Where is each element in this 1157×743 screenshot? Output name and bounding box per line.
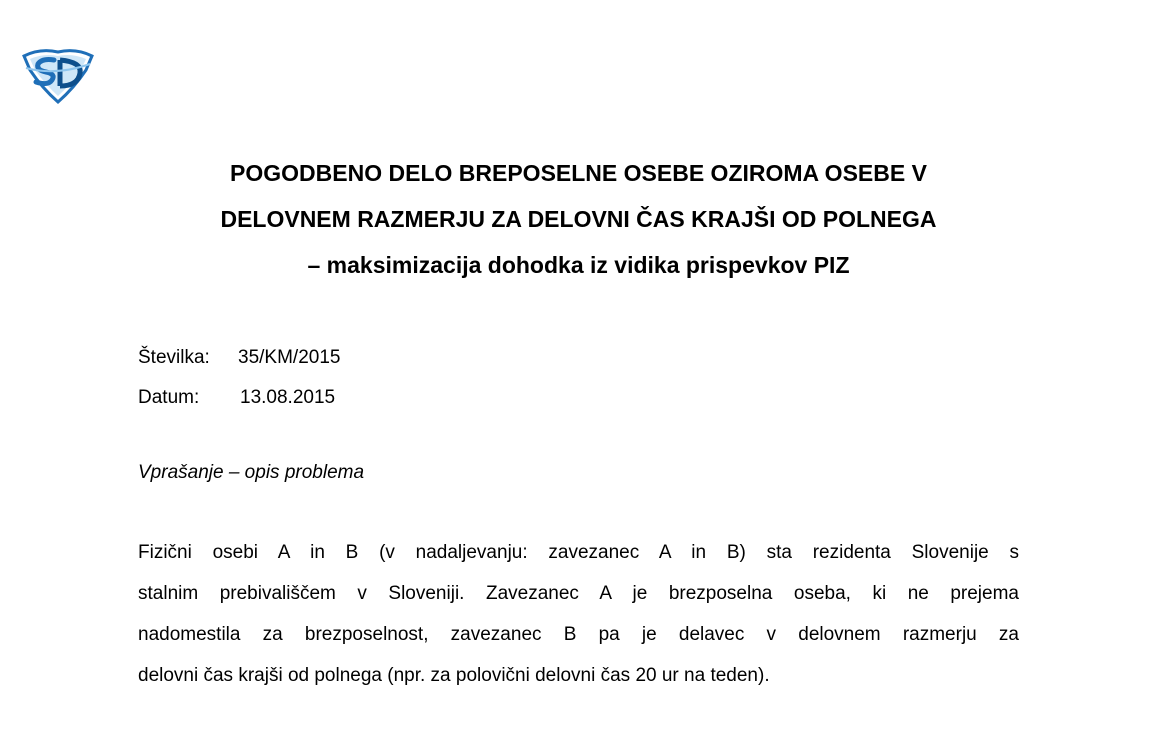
- body-line-2: stalnim prebivališčem v Sloveniji. Zavezanec A je brezposelna oseba, ki ne prejema: [138, 583, 1019, 604]
- body-line-4: delovni čas krajši od polnega (npr. za polovični delovni čas 20 ur na teden).: [138, 665, 770, 686]
- sd-shield-logo-icon: [20, 46, 96, 104]
- number-row: [138, 338, 340, 378]
- title-line-2: DELOVNEM RAZMERJU ZA DELOVNI ČAS KRAJŠI OD POLNEGA: [220, 206, 937, 232]
- date-value: 13.08.2015: [240, 387, 336, 408]
- number-value: 35/KM/2015: [238, 347, 341, 368]
- title-line-1: POGODBENO DELO BREPOSELNE OSEBE OZIROMA OSEBE V: [230, 160, 927, 186]
- body-line-1: Fizični osebi A in B (v nadaljevanju: zavezanec A in B) sta rezidenta Slovenije s: [138, 542, 1019, 563]
- section-heading: Vprašanje – opis problema: [138, 462, 365, 483]
- body-line-3: nadomestila za brezposelnost, zavezanec B pa je delavec v delovnem razmerju za: [138, 624, 1019, 645]
- date-row: [138, 378, 340, 418]
- title-line-3: – maksimizacija dohodka iz vidika prispevkov PIZ: [307, 252, 850, 278]
- number-label: Številka:: [138, 347, 210, 368]
- company-logo: [20, 46, 96, 104]
- document-title: [0, 150, 1157, 288]
- body-paragraph: [138, 532, 1019, 696]
- date-label: Datum:: [138, 387, 200, 408]
- document-meta: [138, 338, 340, 418]
